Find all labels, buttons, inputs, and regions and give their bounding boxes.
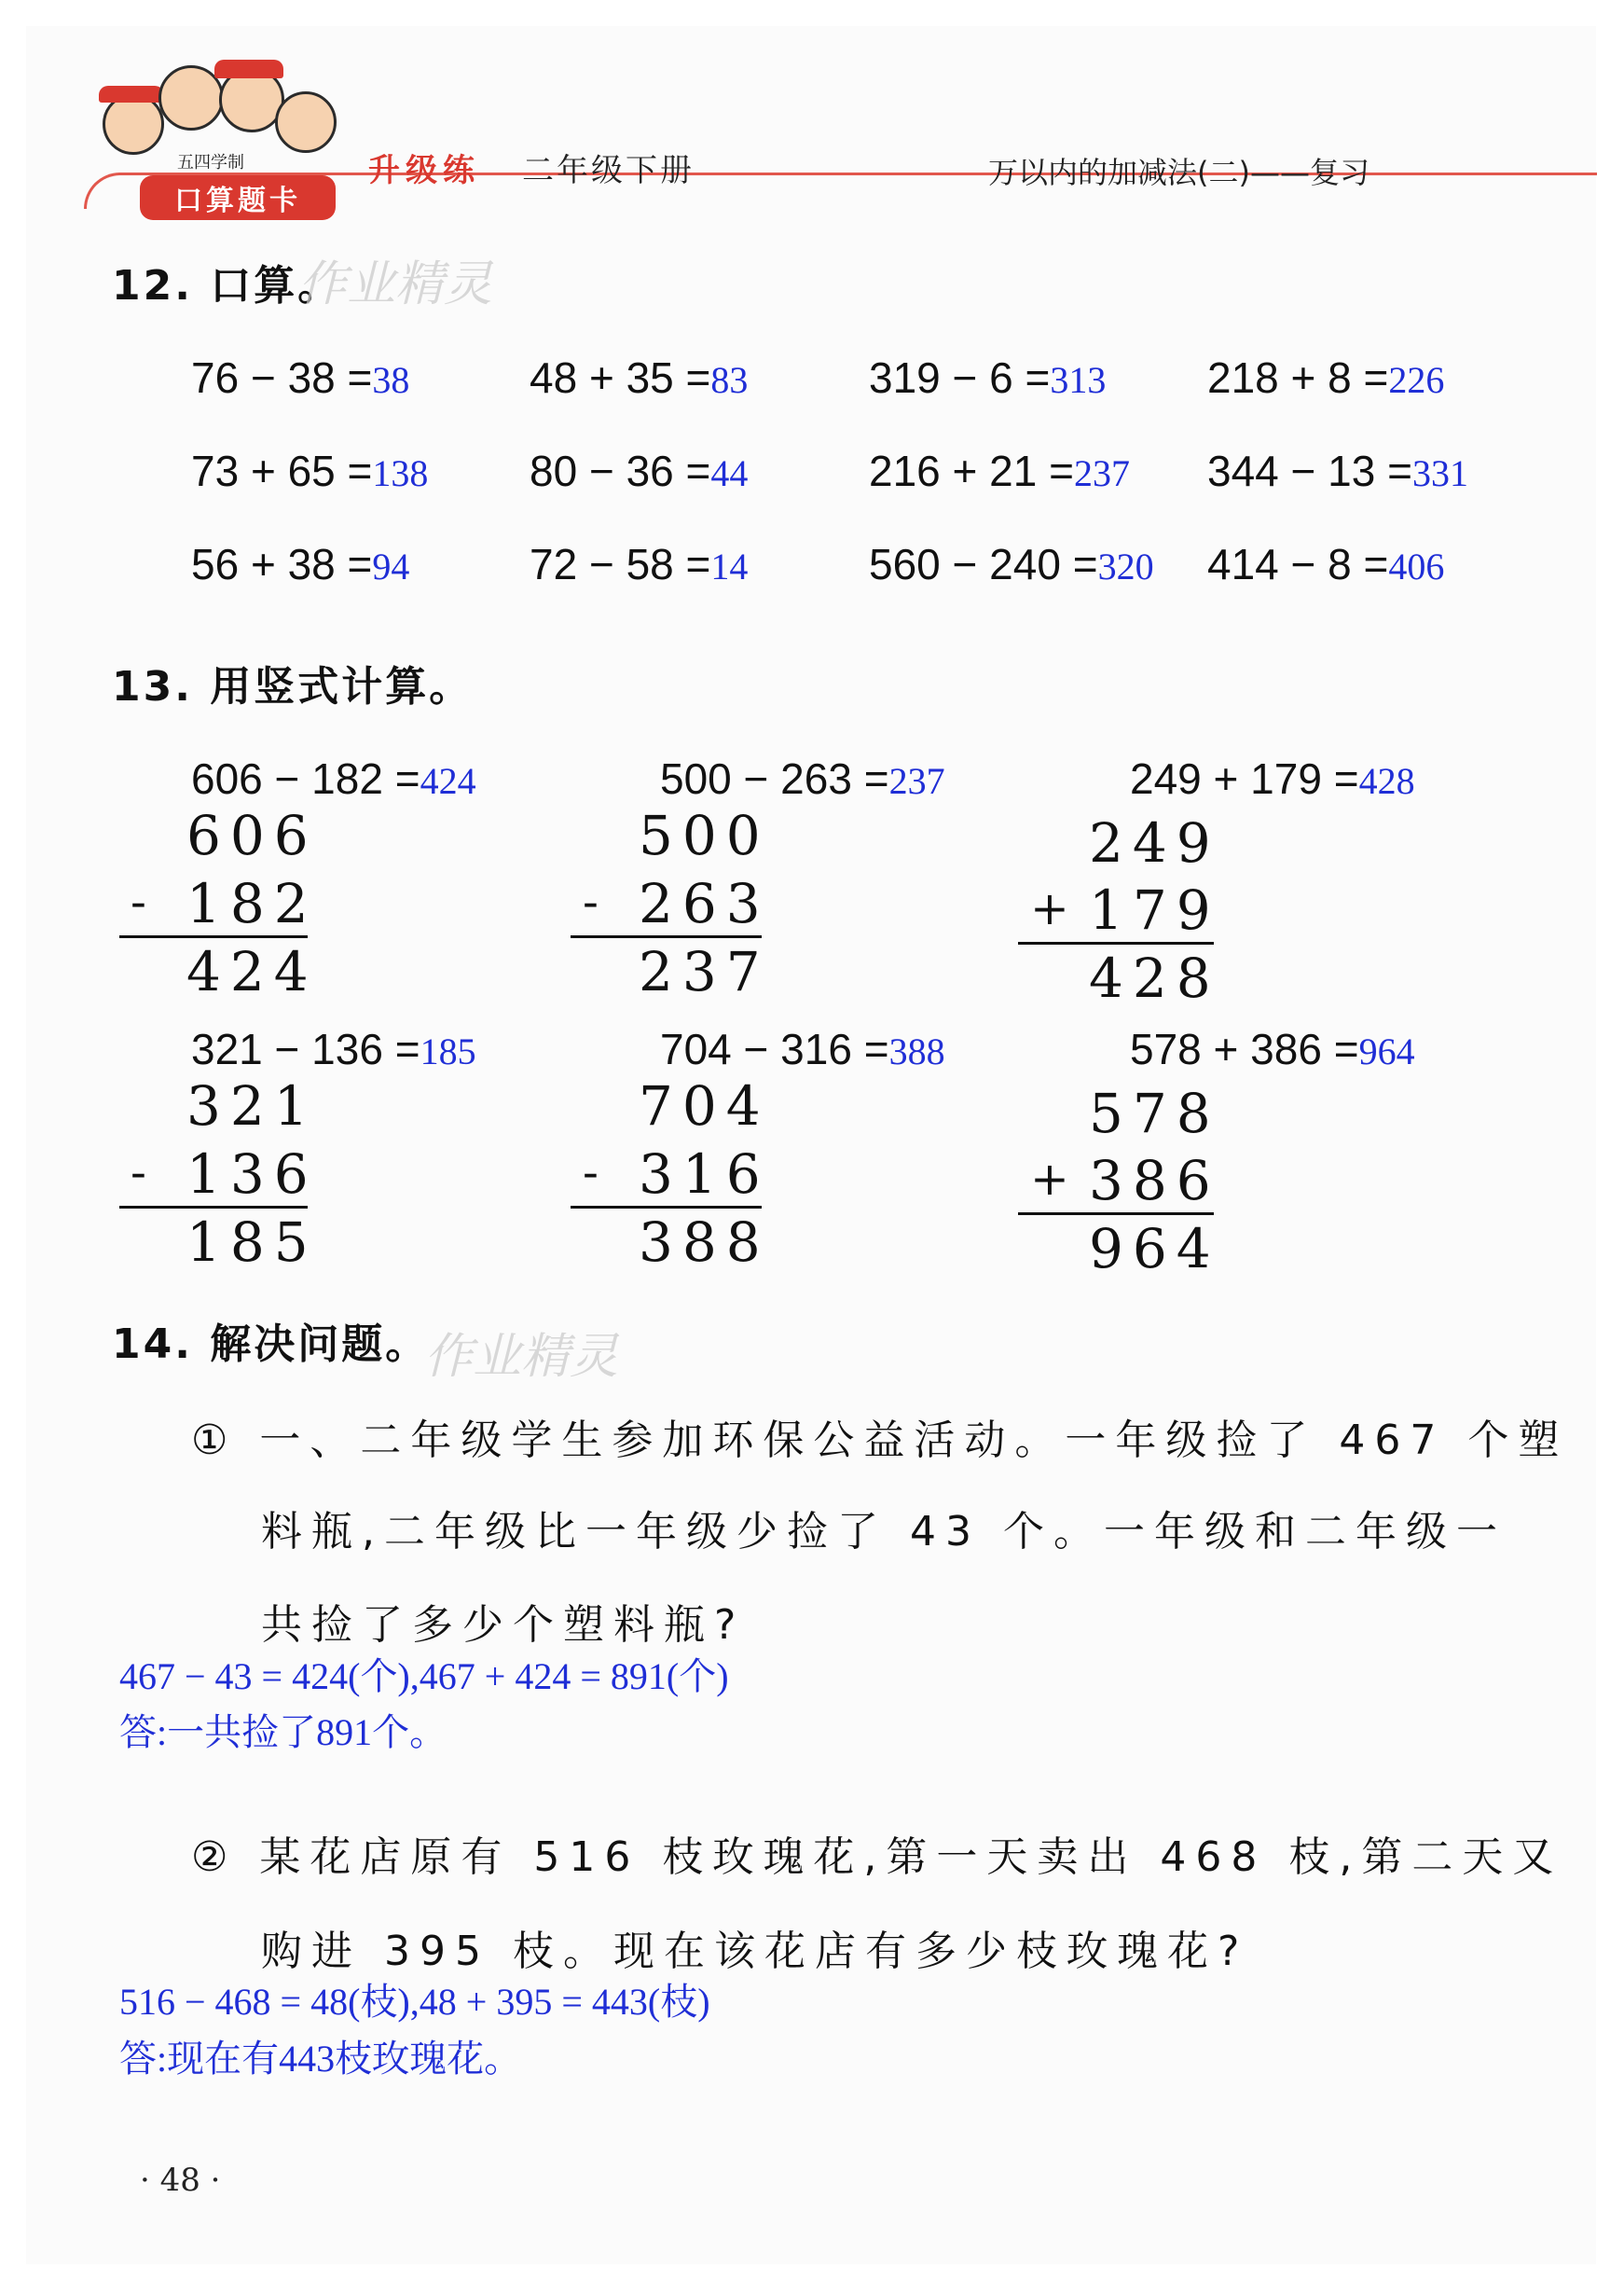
grade-label: 二年级下册 [522,152,695,189]
vertical-bottom: 179 [1089,878,1220,942]
problem1-line1: ① 一、二年级学生参加环保公益活动。一年级捡了 467 个塑 [191,1417,1569,1464]
oral-item: 73 + 65 =138 [191,447,429,495]
oral-item: 76 − 38 =38 [191,353,410,402]
oral-item: 56 + 38 =94 [191,540,410,588]
vertical-equation: 606 − 182 =424 [191,754,476,803]
vertical-rule [119,1206,308,1209]
oral-item: 319 − 6 =313 [869,353,1107,402]
vertical-equation: 321 − 136 =185 [191,1025,476,1073]
vertical-top: 249 [1089,811,1220,875]
chapter-label: 万以内的加减法(二)——复习 [988,155,1369,190]
problem1-line3: 共捡了多少个塑料瓶? [261,1601,746,1649]
kid-face-icon [275,91,337,153]
vertical-operator: - [131,875,146,929]
vertical-rule [119,935,308,938]
watermark: 作业精灵 [424,1329,619,1385]
problem1-answer: 答:一共捡了891个。 [119,1711,447,1753]
oral-item: 414 − 8 =406 [1207,540,1445,588]
vertical-rule [571,1206,762,1209]
oral-item: 80 − 36 =44 [530,447,749,495]
vertical-top: 606 [186,804,318,867]
oral-item: 560 − 240 =320 [869,540,1154,588]
q14-title: 14. 解决问题。 [112,1320,430,1368]
level-label: 升级练 [368,152,480,189]
vertical-operator: + [1030,1152,1069,1206]
logo-title: 口算题卡 [140,175,336,220]
vertical-rule [571,935,762,938]
vertical-bottom: 263 [639,872,770,935]
vertical-bottom: 182 [186,872,318,935]
vertical-equation: 704 − 316 =388 [660,1025,945,1073]
q12-title: 12. 口算。 [112,262,342,310]
logo [84,56,354,217]
oral-item: 48 + 35 =83 [530,353,749,402]
vertical-top: 321 [186,1074,318,1138]
oral-item: 218 + 8 =226 [1207,353,1445,402]
vertical-rule [1018,942,1214,945]
vertical-equation: 249 + 179 =428 [1130,754,1415,803]
q13-title: 13. 用竖式计算。 [112,663,474,711]
problem2-line1: ② 某花店原有 516 枝玫瑰花,第一天卖出 468 枝,第二天又 [191,1833,1563,1881]
problem1-work: 467 − 43 = 424(个),467 + 424 = 891(个) [119,1655,729,1697]
vertical-result: 428 [1089,947,1220,1010]
vertical-rule [1018,1212,1214,1215]
vertical-equation: 500 − 263 =237 [660,754,945,803]
oral-item: 72 − 58 =14 [530,540,749,588]
vertical-result: 388 [639,1210,770,1274]
problem2-line2: 购进 395 枝。现在该花店有多少枝玫瑰花? [261,1928,1249,1975]
oral-item: 216 + 21 =237 [869,447,1130,495]
vertical-result: 237 [639,940,770,1003]
problem1-line2: 料瓶,二年级比一年级少捡了 43 个。一年级和二年级一 [261,1508,1507,1555]
logo-subtitle: 五四学制 [177,153,244,173]
vertical-operator: - [583,1145,599,1199]
vertical-top: 704 [639,1074,770,1138]
vertical-equation: 578 + 386 =964 [1130,1025,1415,1073]
vertical-top: 500 [639,804,770,867]
vertical-result: 424 [186,940,318,1003]
vertical-operator: - [583,875,599,929]
problem2-work: 516 − 468 = 48(枝),48 + 395 = 443(枝) [119,1981,710,2023]
vertical-operator: + [1030,881,1069,935]
vertical-bottom: 136 [186,1142,318,1206]
vertical-result: 964 [1089,1217,1220,1280]
problem2-answer: 答:现在有443枝玫瑰花。 [119,2038,522,2080]
hat-icon [214,60,283,78]
vertical-operator: - [131,1145,146,1199]
vertical-result: 185 [186,1210,318,1274]
vertical-bottom: 386 [1089,1149,1220,1212]
vertical-bottom: 316 [639,1142,770,1206]
hat-icon [99,86,164,103]
page-number: · 48 · [140,2162,221,2199]
oral-item: 344 − 13 =331 [1207,447,1468,495]
vertical-top: 578 [1089,1082,1220,1145]
watermark: 作业精灵 [298,256,493,312]
